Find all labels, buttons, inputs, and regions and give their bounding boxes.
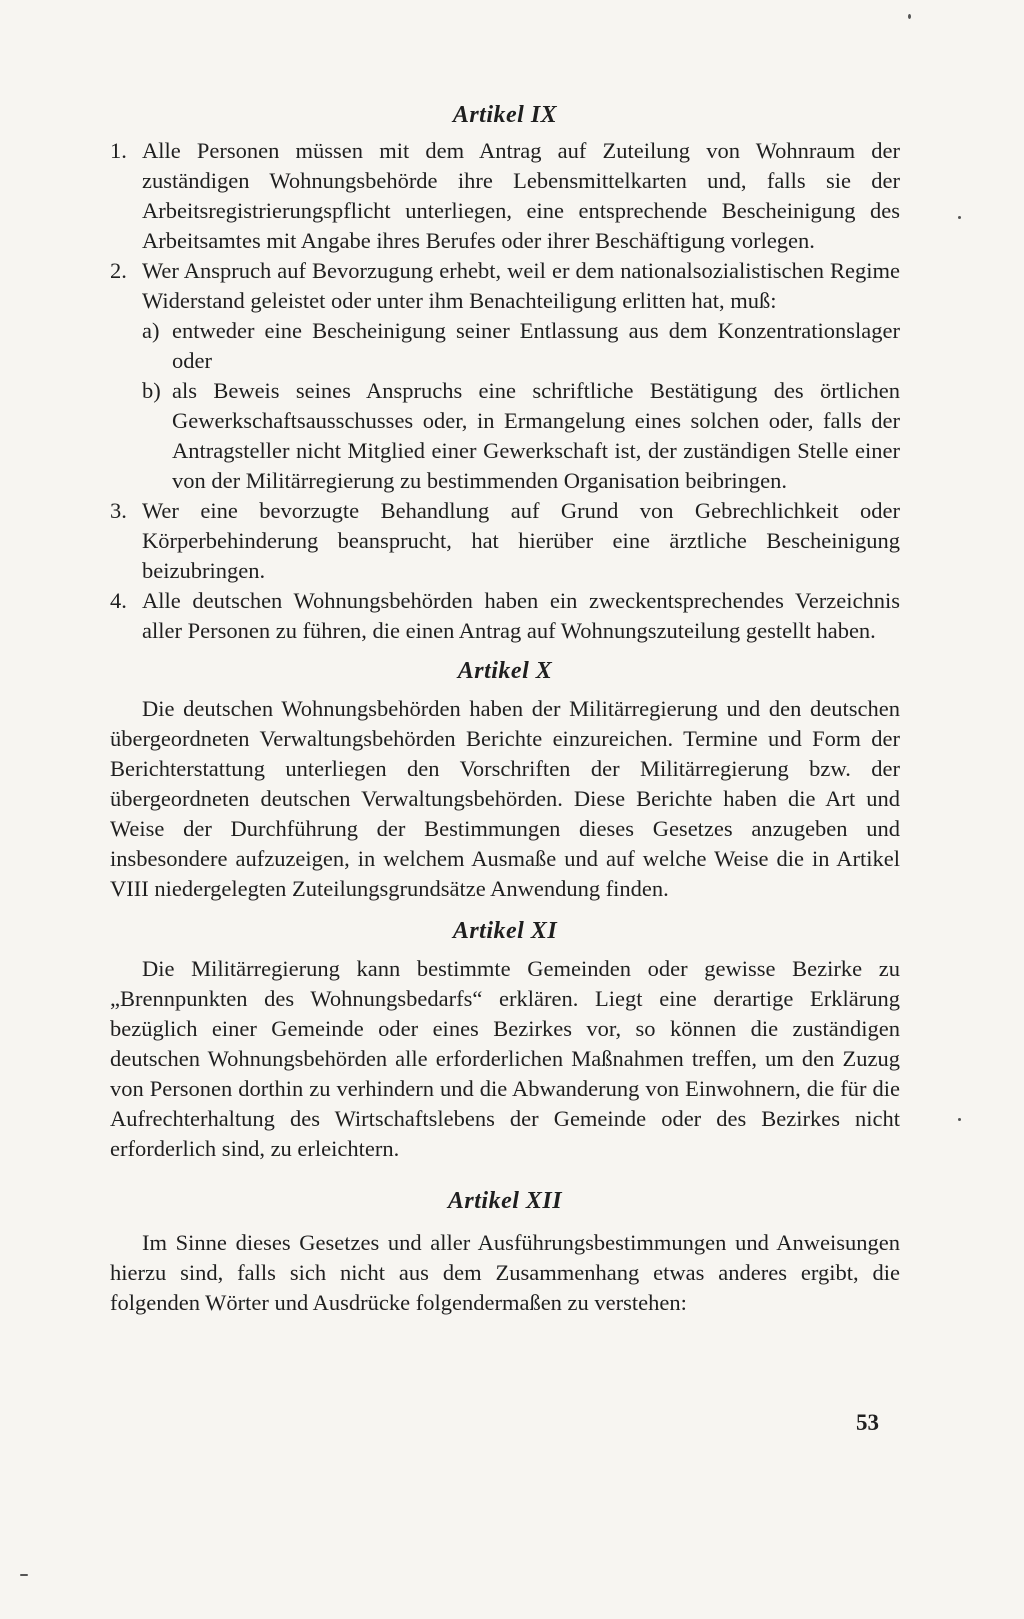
article-9-item-1 bbox=[110, 136, 900, 256]
document-body bbox=[110, 100, 900, 1318]
item-text: Wer eine bevorzugte Behandlung auf Grund von Gebrechlichkeit oder Körperbehinderung beansprucht, hat hierüber eine ärztliche Bescheinigung beizubringen. bbox=[142, 498, 900, 583]
article-9-heading: Artikel IX bbox=[452, 102, 558, 128]
article-11-text: Die Militärregierung kann bestimmte Gemeinden oder gewisse Bezirke zu „Brennpunkten des Wohnungsbedarfs“ erklären. Liegt eine derartige Erklärung bezüglich einer Gemeinde oder eines Bezirkes vor, so können die zuständigen deutschen Wohnungsbehörden alle erforderlichen Maßnahmen treffen, um den Zuzug von Personen dorthin zu verhindern und die Abwanderung von Einwohnern, die für die Aufrechterhaltung des Wirtschaftslebens der Gemeinde oder des Bezirkes nicht erforderlich sind, zu erleichtern. bbox=[110, 956, 900, 1161]
item-number: 1. bbox=[110, 138, 127, 163]
subitem-text: entweder eine Bescheinigung seiner Entlassung aus dem Konzentrationslager oder bbox=[172, 318, 900, 373]
item-number: 2. bbox=[110, 258, 127, 283]
scan-speck bbox=[958, 216, 961, 219]
page-number: 53 bbox=[856, 1410, 879, 1435]
article-11-heading: Artikel XI bbox=[452, 918, 558, 944]
article-9-subitem-b bbox=[110, 376, 900, 496]
scan-speck bbox=[958, 1118, 961, 1121]
item-text: Alle deutschen Wohnungsbehörden haben ein zweckentsprechendes Verzeichnis aller Personen zu führen, die einen Antrag auf Wohnungszuteilung gestellt haben. bbox=[142, 588, 900, 643]
article-9-item-4 bbox=[110, 586, 900, 646]
article-12-heading: Artikel XII bbox=[447, 1188, 563, 1214]
item-number: 4. bbox=[110, 588, 127, 613]
article-10-heading: Artikel X bbox=[457, 658, 553, 684]
subitem-letter: b) bbox=[142, 378, 161, 403]
subitem-text: als Beweis seines Anspruchs eine schriftliche Bestätigung des örtlichen Gewerkschaftsausschusses oder, in Ermangelung eines solchen oder, falls der Antragsteller nicht Mitglied einer Gewerkschaft ist, der zuständigen Stelle einer von der Militärregierung zu bestimmenden Organisation beibringen. bbox=[172, 378, 900, 493]
scan-speck bbox=[20, 1574, 28, 1576]
scan-speck bbox=[908, 14, 911, 19]
subitem-letter: a) bbox=[142, 318, 160, 343]
article-9-item-3 bbox=[110, 496, 900, 586]
item-number: 3. bbox=[110, 498, 127, 523]
article-10-text: Die deutschen Wohnungsbehörden haben der Militärregierung und den deutschen übergeordneten Verwaltungsbehörden Berichte einzureichen. Termine und Form der Berichterstattung unterliegen den Vorschriften der Militärregierung bzw. der übergeordneten deutschen Verwaltungsbehörden. Diese Berichte haben die Art und Weise der Durchführung der Bestimmungen dieses Gesetzes anzugeben und insbesondere aufzuzeigen, in welchem Ausmaße und auf welche Weise die in Artikel VIII niedergelegten Zuteilungsgrundsätze Anwendung finden. bbox=[110, 696, 900, 901]
article-9-item-2 bbox=[110, 256, 900, 316]
article-9-subitem-a bbox=[110, 316, 900, 376]
item-text: Wer Anspruch auf Bevorzugung erhebt, weil er dem nationalsozialistischen Regime Widerstand geleistet oder unter ihm Benachteiligung erlitten hat, muß: bbox=[142, 258, 900, 313]
article-12-text: Im Sinne dieses Gesetzes und aller Ausführungsbestimmungen und Anweisungen hierzu sind, falls sich nicht aus dem Zusammenhang etwas anderes ergibt, die folgenden Wörter und Ausdrücke folgendermaßen zu verstehen: bbox=[110, 1230, 900, 1315]
item-text: Alle Personen müssen mit dem Antrag auf Zuteilung von Wohnraum der zuständigen Wohnungsbehörde ihre Lebensmittelkarten und, falls sie der Arbeitsregistrierungspflicht unterliegen, eine entsprechende Bescheinigung des Arbeitsamtes mit Angabe ihres Berufes oder ihrer Beschäftigung vorlegen. bbox=[142, 138, 900, 253]
